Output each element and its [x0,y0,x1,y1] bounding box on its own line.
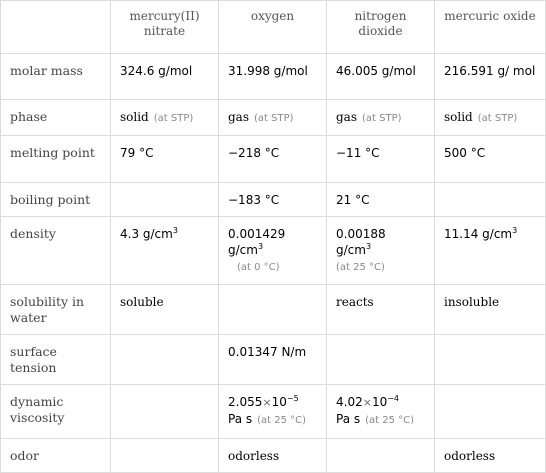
cell-value: −218 °C [219,136,327,183]
cell-value: insoluble [435,285,546,335]
superscript: −4 [387,394,400,403]
table-row [1,335,546,385]
density-value: 0.001429 [228,227,286,241]
cell-value [435,217,546,285]
row-label-boiling-point: boiling point [1,183,111,217]
condition-note: (at 25 °C) [336,262,385,273]
table-row [1,285,546,335]
viscosity-unit: Pa s [336,412,361,426]
times-sign: × [362,396,372,409]
phase-value: solid [444,110,473,124]
cell-value [219,217,327,285]
viscosity-base: 10 [371,395,388,409]
cell-value: odorless [219,439,327,473]
superscript: 3 [257,242,264,251]
cell-value [435,183,546,217]
cell-value: 216.591 g/ mol [435,54,546,100]
cell-value [219,100,327,136]
cell-value [435,385,546,439]
row-label-molar-mass: molar mass [1,54,111,100]
cell-value: 79 °C [111,136,219,183]
header-row [1,1,546,54]
cell-value [111,183,219,217]
viscosity-unit: Pa s [228,412,253,426]
row-label-surface-tension: surface tension [1,335,111,385]
cell-value: 324.6 g/mol [111,54,219,100]
column-header-mercuric-oxide: mercuric oxide [435,1,546,54]
cell-value [219,285,327,335]
column-header-mercury-ii-nitrate: mercury(II) nitrate [111,1,219,54]
cell-value [219,385,327,439]
cell-value: soluble [111,285,219,335]
phase-value: solid [120,110,149,124]
cell-value [327,385,435,439]
row-label-dynamic-viscosity: dynamic viscosity [1,385,111,439]
viscosity-mantissa: 4.02 [336,395,363,409]
superscript: 3 [365,242,372,251]
condition-note: (at 0 °C) [237,262,280,273]
viscosity-base: 10 [271,395,287,409]
cell-value [111,335,219,385]
row-label-odor: odor [1,439,111,473]
column-header-oxygen: oxygen [219,1,327,54]
cell-value: 46.005 g/mol [327,54,435,100]
cell-value [435,100,546,136]
table-row [1,385,546,439]
table-row [1,100,546,136]
condition-note: (at STP) [362,113,402,124]
cell-value: 31.998 g/mol [219,54,327,100]
cell-value: 21 °C [327,183,435,217]
table-row [1,54,546,100]
viscosity-mantissa: 2.055 [228,395,263,409]
row-label-melting-point: melting point [1,136,111,183]
table-row [1,136,546,183]
cell-value [111,217,219,285]
condition-note: (at 25 °C) [257,415,307,426]
condition-note: (at 25 °C) [365,415,415,426]
cell-value: odorless [435,439,546,473]
cell-value: 0.01347 N/m [219,335,327,385]
density-value: 4.3 g/cm [120,227,173,241]
corner-cell [1,1,111,54]
cell-value [111,439,219,473]
density-unit: g/cm [228,243,258,257]
superscript: 3 [512,226,518,235]
column-header-nitrogen-dioxide: nitrogen dioxide [327,1,435,54]
condition-note: (at STP) [254,113,294,124]
cell-value [435,335,546,385]
phase-value: gas [336,110,357,124]
times-sign: × [262,396,272,409]
cell-value [327,217,435,285]
table-row [1,217,546,285]
table-row [1,183,546,217]
condition-note: (at STP) [153,113,194,124]
density-value: 11.14 g/cm [444,227,513,241]
row-label-density: density [1,217,111,285]
cell-value: −183 °C [219,183,327,217]
table-row [1,439,546,473]
cell-value [327,439,435,473]
cell-value: −11 °C [327,136,435,183]
cell-value [327,335,435,385]
cell-value: reacts [327,285,435,335]
cell-value [327,100,435,136]
cell-value [111,100,219,136]
cell-value [111,385,219,439]
row-label-solubility-in-water: solubility in water [1,285,111,335]
superscript: 3 [172,226,178,235]
phase-value: gas [228,110,249,124]
density-value: 0.00188 [336,227,386,241]
density-unit: g/cm [336,243,366,257]
superscript: −5 [286,394,299,403]
cell-value: 500 °C [435,136,546,183]
row-label-phase: phase [1,100,111,136]
condition-note: (at STP) [477,113,518,124]
